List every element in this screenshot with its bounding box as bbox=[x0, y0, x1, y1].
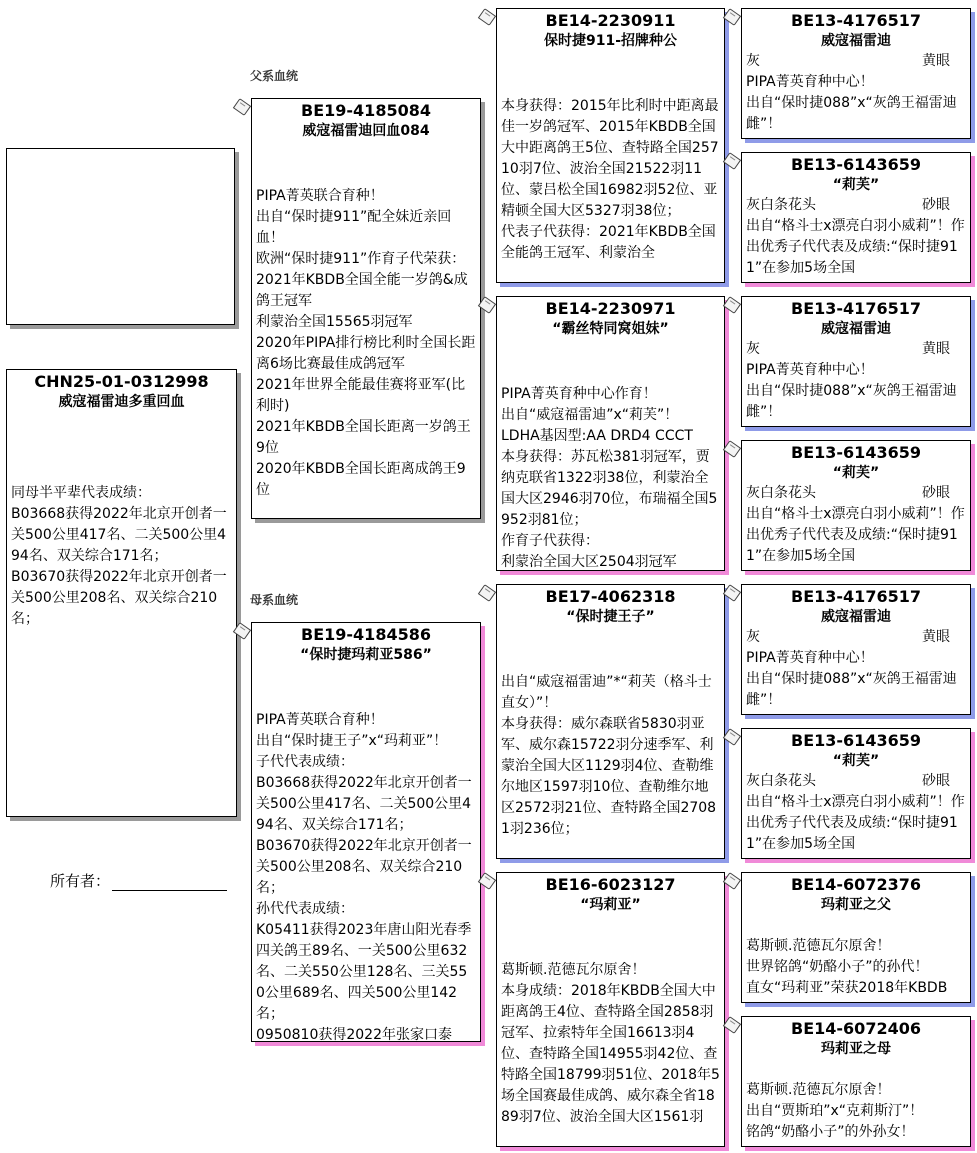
grandparent-card[interactable] bbox=[496, 296, 725, 571]
gp-name: “霸丝特同窝姐妹” bbox=[552, 321, 669, 337]
sire-ring-number: BE19-4185084 bbox=[301, 101, 431, 120]
ggp-desc: 出自“格斗士x漂亮白羽小威莉”！作出优秀子代代表及成绩:“保时捷911”在参加5场全国 bbox=[746, 506, 965, 564]
owner-line[interactable] bbox=[112, 874, 227, 891]
sire-section-label: 父系血统 bbox=[250, 69, 299, 83]
great-grandparent-card[interactable] bbox=[741, 872, 971, 1003]
ggp-desc: 葛斯顿.范德瓦尔原舍！ 出自“贾斯珀”x“克莉斯汀”！ 铭鸽“奶酪小子”的外孙女！ bbox=[746, 1082, 924, 1140]
ggp-desc: 出自“格斗士x漂亮白羽小威莉”！作出优秀子代代表及成绩:“保时捷911”在参加5场全国 bbox=[746, 218, 965, 276]
great-grandparent-card[interactable] bbox=[741, 296, 971, 427]
main-ring-number: CHN25-01-0312998 bbox=[34, 372, 209, 391]
dam-card[interactable] bbox=[251, 622, 481, 1042]
owner-field bbox=[50, 870, 227, 891]
ggp-color: 灰白条花头 bbox=[746, 197, 816, 213]
ggp-eye: 砂眼 bbox=[922, 485, 950, 501]
ggp-pin-icon bbox=[723, 152, 741, 170]
gp-pin-icon bbox=[478, 584, 496, 602]
ggp-eye: 黄眼 bbox=[922, 341, 950, 357]
ggp-ring-number: BE13-6143659 bbox=[791, 155, 921, 174]
gp-desc: PIPA菁英育种中心作育！ 出自“威寇福雷迪”x“莉芙”！ LDHA基因型:AA DRD4 CCCT 本身获得：苏瓦松381羽冠军，贾纳克联省1322羽38位，利蒙治全国大区2946羽70位，布瑞福全国5952羽81位； 作育子代获得： 利蒙治全国大区2504羽冠军 bbox=[501, 386, 718, 570]
ggp-color: 灰白条花头 bbox=[746, 773, 816, 789]
ggp-name: 威寇福雷迪 bbox=[821, 321, 891, 337]
ggp-name: 威寇福雷迪 bbox=[821, 33, 891, 49]
ggp-color-row bbox=[742, 339, 970, 360]
ggp-color-row bbox=[742, 483, 970, 504]
ggp-name: 玛莉亚之父 bbox=[821, 897, 891, 913]
ggp-ring-number: BE13-4176517 bbox=[791, 11, 921, 30]
ggp-name: 威寇福雷迪 bbox=[821, 609, 891, 625]
ggp-pin-icon bbox=[723, 584, 741, 602]
ggp-eye: 砂眼 bbox=[922, 773, 950, 789]
ggp-desc: 葛斯顿.范德瓦尔原舍！ 世界铭鸽“奶酪小子”的孙代！ 直女“玛莉亚”荣获2018年KBDB bbox=[746, 938, 948, 996]
ggp-color: 灰白条花头 bbox=[746, 485, 816, 501]
ggp-eye: 砂眼 bbox=[922, 197, 950, 213]
ggp-color-row bbox=[742, 51, 970, 72]
ggp-pin-icon bbox=[723, 296, 741, 314]
gp-pin-icon bbox=[478, 8, 496, 26]
main-bird-desc: 同母半平辈代表成绩： B03668获得2022年北京开创者一关500公里417名、二关500公里494名、双关综合171名； B03670获得2022年北京开创者一关500公里208名、双关综合210名； bbox=[11, 485, 227, 627]
ggp-ring-number: BE14-6072376 bbox=[791, 875, 921, 894]
great-grandparent-card[interactable] bbox=[741, 584, 971, 715]
ggp-ring-number: BE13-4176517 bbox=[791, 299, 921, 318]
gp-name: “保时捷王子” bbox=[566, 609, 655, 625]
main-bird-name: 威寇福雷迪多重回血 bbox=[58, 394, 185, 410]
dam-name: “保时捷玛莉亚586” bbox=[300, 647, 432, 663]
ggp-eye: 黄眼 bbox=[922, 53, 950, 69]
sire-desc: PIPA菁英联合育种！ 出自“保时捷911”配全妹近亲回血！ 欧洲“保时捷911”作育子代荣获： 2021年KBDB全国全能一岁鸽&成鸽王冠军 利蒙治全国15565羽冠军 2020年PIPA排行榜比利时全国长距离6场比赛最佳成鸽冠军 2021年世界全能最佳赛将亚军(比利时) 2021年KBDB全国长距离一岁鸽王9位 2020年KBDB全国长距离成鸽王9位 bbox=[256, 188, 476, 498]
ggp-color: 灰 bbox=[746, 629, 760, 645]
ggp-ring-number: BE14-6072406 bbox=[791, 1019, 921, 1038]
ggp-ring-number: BE13-4176517 bbox=[791, 587, 921, 606]
gp-ring-number: BE17-4062318 bbox=[545, 587, 676, 606]
ggp-name: “莉芙” bbox=[832, 465, 880, 481]
grandparent-card[interactable] bbox=[496, 8, 725, 283]
ggp-pin-icon bbox=[723, 728, 741, 746]
ggp-name: 玛莉亚之母 bbox=[821, 1041, 891, 1057]
ggp-color-row bbox=[742, 771, 970, 792]
owner-label: 所有者： bbox=[50, 872, 111, 890]
ggp-desc: 出自“格斗士x漂亮白羽小威莉”！作出优秀子代代表及成绩:“保时捷911”在参加5场全国 bbox=[746, 794, 965, 852]
ggp-pin-icon bbox=[723, 440, 741, 458]
ggp-ring-number: BE13-6143659 bbox=[791, 443, 921, 462]
ggp-ring-number: BE13-6143659 bbox=[791, 731, 921, 750]
ggp-name: “莉芙” bbox=[832, 177, 880, 193]
grandparent-card[interactable] bbox=[496, 584, 725, 859]
ggp-color: 灰 bbox=[746, 53, 760, 69]
ggp-desc: PIPA菁英育种中心！ 出自“保时捷088”x“灰鸽王福雷迪雌”！ bbox=[746, 74, 957, 132]
ggp-desc: PIPA菁英育种中心！ 出自“保时捷088”x“灰鸽王福雷迪雌”！ bbox=[746, 362, 957, 420]
gp-name: 保时捷911-招牌种公 bbox=[543, 33, 678, 49]
ggp-pin-icon bbox=[723, 1016, 741, 1034]
dam-section-label: 母系血统 bbox=[250, 593, 299, 607]
ggp-color: 灰 bbox=[746, 341, 760, 357]
gp-ring-number: BE14-2230971 bbox=[545, 299, 676, 318]
gp-desc: 本身获得：2015年比利时中距离最佳一岁鸽冠军、2015年KBDB全国大中距离鸽王5位、查特路全国25710羽7位、波治全国21522羽11位、蒙吕松全国16982羽52位、亚精顿全国大区5327羽38位； 代表子代获得：2021年KBDB全国全能鸽王冠军、利蒙治全 bbox=[501, 98, 719, 261]
sire-name: 威寇福雷迪回血084 bbox=[302, 123, 430, 139]
great-grandparent-card[interactable] bbox=[741, 152, 971, 283]
ggp-name: “莉芙” bbox=[832, 753, 880, 769]
great-grandparent-card[interactable] bbox=[741, 440, 971, 571]
gp-ring-number: BE16-6023127 bbox=[545, 875, 676, 894]
photo-placeholder bbox=[6, 148, 235, 325]
gp-desc: 葛斯顿.范德瓦尔原舍！ 本身成绩：2018年KBDB全国大中距离鸽王4位、查特路全国2858羽冠军、拉索特年全国16613羽4位、查特路全国14955羽42位、查特路全国18799羽51位、2018年5场全国赛最佳成鸽、威尔森全省1889羽7位、波治全国大区1561羽 bbox=[501, 962, 720, 1125]
ggp-color-row bbox=[742, 627, 970, 648]
great-grandparent-card[interactable] bbox=[741, 8, 971, 139]
ggp-desc: PIPA菁英育种中心！ 出自“保时捷088”x“灰鸽王福雷迪雌”！ bbox=[746, 650, 957, 708]
great-grandparent-card[interactable] bbox=[741, 1016, 971, 1147]
ggp-color-row bbox=[742, 195, 970, 216]
ggp-pin-icon bbox=[723, 872, 741, 890]
ggp-eye: 黄眼 bbox=[922, 629, 950, 645]
sire-card[interactable] bbox=[251, 98, 481, 519]
gp-ring-number: BE14-2230911 bbox=[545, 11, 676, 30]
sire-pin-icon bbox=[233, 98, 251, 116]
grandparent-card[interactable] bbox=[496, 872, 725, 1147]
dam-ring-number: BE19-4184586 bbox=[301, 625, 431, 644]
main-bird-card[interactable] bbox=[6, 369, 237, 817]
ggp-pin-icon bbox=[723, 8, 741, 26]
gp-desc: 出自“威寇福雷迪”*“莉芙（格斗士直女）”！ 本身获得：威尔森联省5830羽亚军、威尔森15722羽分速季军、利蒙治全国大区1129羽4位、查勒维尔地区1597羽10位、查勒维尔地区2572羽21位、查特路全国27081羽236位； bbox=[501, 674, 717, 837]
gp-name: “玛莉亚” bbox=[580, 897, 641, 913]
great-grandparent-card[interactable] bbox=[741, 728, 971, 859]
dam-desc: PIPA菁英联合育种！ 出自“保时捷王子”x“玛莉亚”！ 子代代表成绩： B03668获得2022年北京开创者一关500公里417名、二关500公里494名、双关综合171名； B03670获得2022年北京开创者一关500公里208名、双关综合210名； 孙代代表成绩： K05411获得2023年唐山阳光春季四关鸽王89名、一关500公里632名、二关550公里128名、三关550公里689名、四关500公里142名； 0950810获得2022年张家口泰 bbox=[256, 712, 472, 1042]
